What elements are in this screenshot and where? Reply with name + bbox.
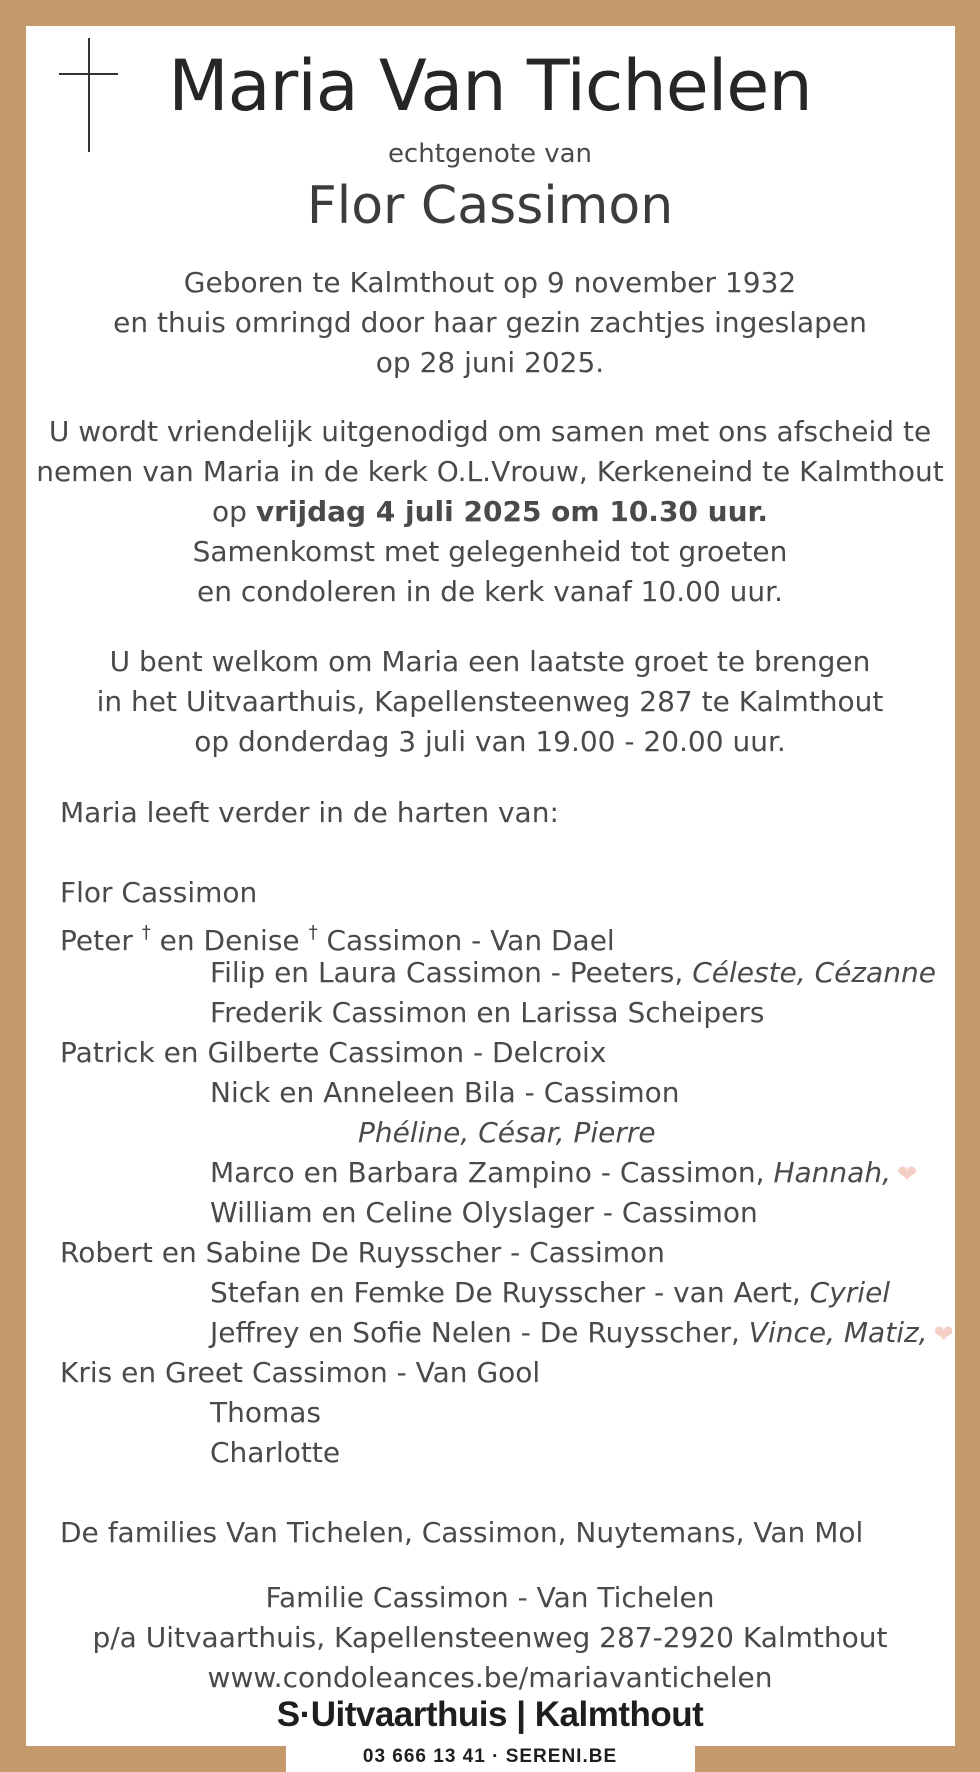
- correspondence-address: [0, 1578, 980, 1698]
- family-list: [0, 873, 980, 1473]
- family-name: Peter: [60, 924, 133, 957]
- visitation-line: op donderdag 3 juli van 19.00 - 20.00 uur.: [194, 725, 786, 758]
- birth-line: en thuis omringd door haar gezin zachtjes ingeslapen: [113, 306, 867, 339]
- dagger-icon: †: [141, 922, 151, 943]
- family-name: Cassimon - Van Dael: [317, 924, 615, 957]
- funeral-datetime: [0, 492, 980, 532]
- family-name: Stefan en Femke De Ruysscher - van Aert,: [210, 1276, 810, 1309]
- funeral-home-logo: S·Uitvaarthuis | Kalmthout: [276, 1695, 704, 1734]
- deceased-name: Maria Van Tichelen: [168, 45, 812, 127]
- funeral-line: nemen van Maria in de kerk O.L.Vrouw, Kerkeneind te Kalmthout: [36, 455, 944, 488]
- funeral-line: Samenkomst met gelegenheid tot groeten: [192, 535, 788, 568]
- visitation-info: [0, 642, 980, 762]
- family-member: [0, 1313, 980, 1353]
- grandchildren: Phéline, César, Pierre: [358, 1116, 656, 1149]
- spouse-name: Flor Cassimon: [306, 176, 674, 236]
- closing-line: Familie Cassimon - Van Tichelen: [265, 1581, 715, 1614]
- grandchildren: Céleste, Cézanne: [692, 956, 936, 989]
- birth-line: op 28 juni 2025.: [375, 346, 605, 379]
- family-member: Flor Cassimon: [60, 876, 258, 909]
- family-member: Frederik Cassimon en Larissa Scheipers: [210, 996, 765, 1029]
- birth-announcement: [0, 263, 980, 383]
- family-member: [0, 1153, 980, 1193]
- family-member: [0, 1273, 980, 1313]
- family-member: Kris en Greet Cassimon - Van Gool: [60, 1356, 541, 1389]
- condolence-link[interactable]: www.condoleances.be/mariavantichelen: [207, 1661, 773, 1694]
- family-member: [0, 913, 980, 957]
- family-member: [0, 953, 980, 993]
- grandchildren: Cyriel: [809, 1276, 891, 1309]
- funeral-datetime-prefix: op: [212, 495, 256, 528]
- family-member: Nick en Anneleen Bila - Cassimon: [210, 1076, 680, 1109]
- family-intro: Maria leeft verder in de harten van:: [60, 796, 559, 829]
- grandchildren: Hannah,: [773, 1156, 891, 1189]
- visitation-line: in het Uitvaarthuis, Kapellensteenweg 287 te Kalmthout: [96, 685, 884, 718]
- family-member: Thomas: [210, 1396, 322, 1429]
- family-member: Patrick en Gilberte Cassimon - Delcroix: [60, 1036, 607, 1069]
- family-name: Jeffrey en Sofie Nelen - De Ruysscher,: [210, 1316, 749, 1349]
- family-name: Marco en Barbara Zampino - Cassimon,: [210, 1156, 774, 1189]
- heart-icon: ❤: [933, 1320, 954, 1348]
- family-member: William en Celine Olyslager - Cassimon: [210, 1196, 758, 1229]
- extended-families: De families Van Tichelen, Cassimon, Nuytemans, Van Mol: [60, 1516, 864, 1549]
- funeral-datetime-bold: vrijdag 4 juli 2025 om 10.30 uur.: [255, 495, 768, 528]
- family-member: Robert en Sabine De Ruysscher - Cassimon: [60, 1236, 665, 1269]
- birth-line: Geboren te Kalmthout op 9 november 1932: [183, 266, 797, 299]
- funeral-line: U wordt vriendelijk uitgenodigd om samen met ons afscheid te: [48, 415, 932, 448]
- grandchildren: Vince, Matiz,: [748, 1316, 928, 1349]
- family-name: en Denise: [150, 924, 300, 957]
- spouse-label: echtgenote van: [387, 139, 593, 169]
- funeral-invitation: [0, 412, 980, 612]
- heart-icon: ❤: [896, 1160, 918, 1188]
- funeral-line: en condoleren in de kerk vanaf 10.00 uur.: [196, 575, 783, 608]
- visitation-line: U bent welkom om Maria een laatste groet te brengen: [109, 645, 871, 678]
- family-member: Charlotte: [210, 1436, 341, 1469]
- family-name: Filip en Laura Cassimon - Peeters,: [210, 956, 693, 989]
- closing-line: p/a Uitvaarthuis, Kapellensteenweg 287-2920 Kalmthout: [92, 1621, 888, 1654]
- dagger-icon: †: [308, 922, 318, 943]
- funeral-home-contact: 03 666 13 41 · SERENI.BE: [362, 1746, 618, 1767]
